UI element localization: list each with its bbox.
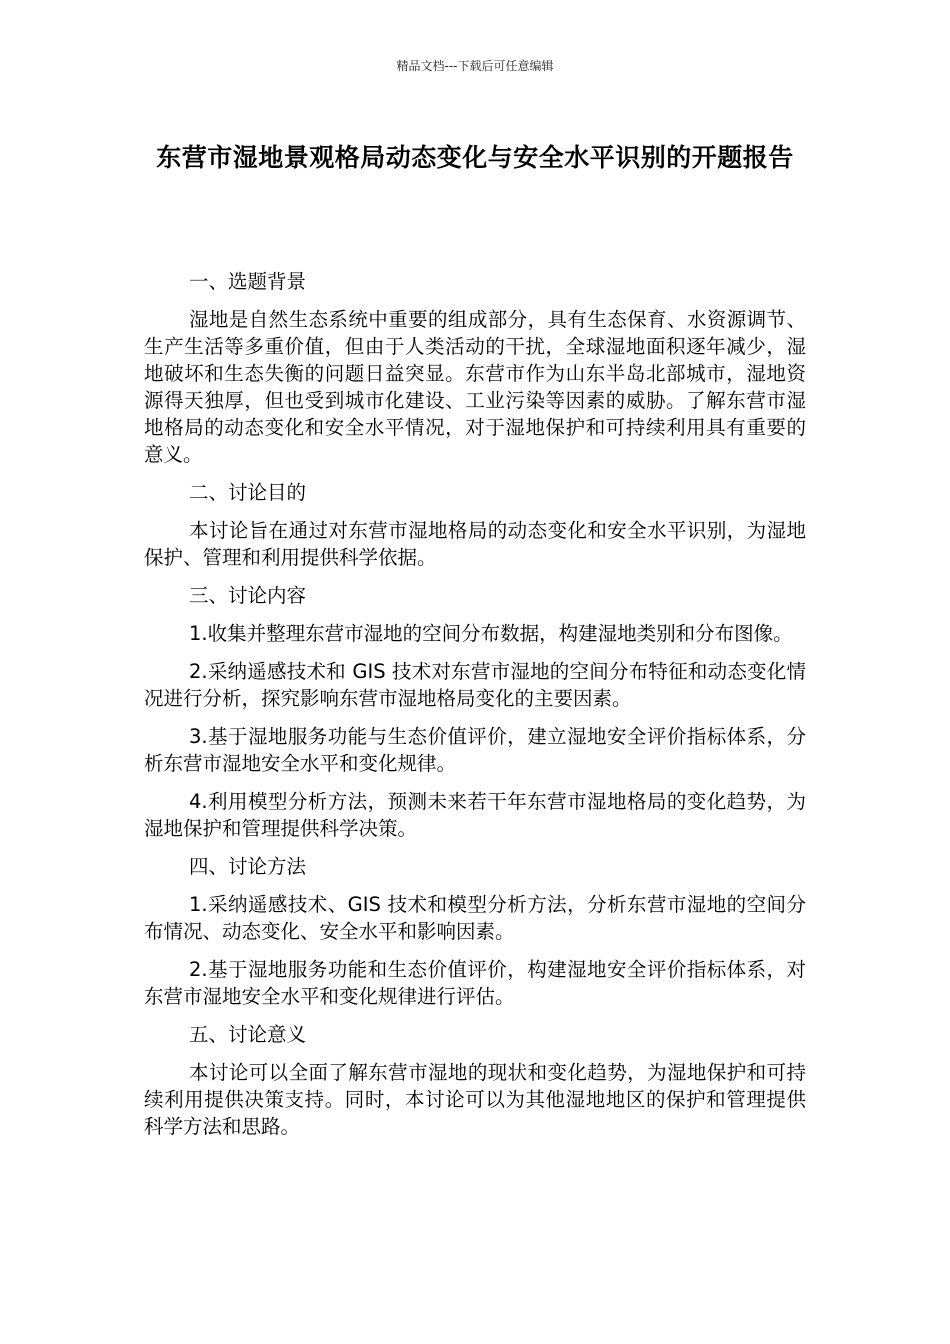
section-heading-purpose: 二、讨论目的 (189, 481, 307, 504)
section-paragraph: 湿地是自然生态系统中重要的组成部分，具有生态保育、水资源调节、生产生活等多重价值，但由于人类活动的干扰，全球湿地面积逐年减少，湿地破坏和生态失衡的问题日益突显。东营市作为山东半岛北部城市，湿地资源得天独厚，但也受到城市化建设、工业污染等因素的威胁。了解东营市湿地格局的动态变化和安全水平情况，对于湿地保护和可持续利用具有重要的意义。 (144, 308, 806, 466)
section-paragraph: 3.基于湿地服务功能与生态价值评价，建立湿地安全评价指标体系，分析东营市湿地安全水平和变化规律。 (144, 725, 806, 775)
section-paragraph: 2.基于湿地服务功能和生态价值评价，构建湿地安全评价指标体系，对东营市湿地安全水平和变化规律进行评估。 (144, 958, 806, 1008)
section-heading-content: 三、讨论内容 (189, 584, 307, 607)
document-body (144, 268, 806, 1151)
section-paragraph: 本讨论可以全面了解东营市湿地的现状和变化趋势，为湿地保护和可持续利用提供决策支持。同时，本讨论可以为其他湿地地区的保护和管理提供科学方法和思路。 (144, 1061, 806, 1138)
section-paragraph: 1.采纳遥感技术、GIS 技术和模型分析方法，分析东营市湿地的空间分布情况、动态变化、安全水平和影响因素。 (144, 893, 806, 943)
document-title: 东营市湿地景观格局动态变化与安全水平识别的开题报告 (156, 143, 794, 172)
section-heading-methods: 四、讨论方法 (189, 855, 307, 878)
section-paragraph: 本讨论旨在通过对东营市湿地格局的动态变化和安全水平识别，为湿地保护、管理和利用提供科学依据。 (144, 519, 806, 569)
section-paragraph: 4.利用模型分析方法，预测未来若干年东营市湿地格局的变化趋势，为湿地保护和管理提供科学决策。 (144, 790, 806, 840)
section-paragraph: 2.采纳遥感技术和 GIS 技术对东营市湿地的空间分布特征和动态变化情况进行分析，探究影响东营市湿地格局变化的主要因素。 (144, 660, 806, 710)
section-heading-background: 一、选题背景 (189, 270, 307, 293)
section-heading-significance: 五、讨论意义 (189, 1023, 307, 1046)
section-paragraph: 1.收集并整理东营市湿地的空间分布数据，构建湿地类别和分布图像。 (189, 622, 793, 645)
header-note: 精品文档---下载后可任意编辑 (396, 59, 554, 73)
